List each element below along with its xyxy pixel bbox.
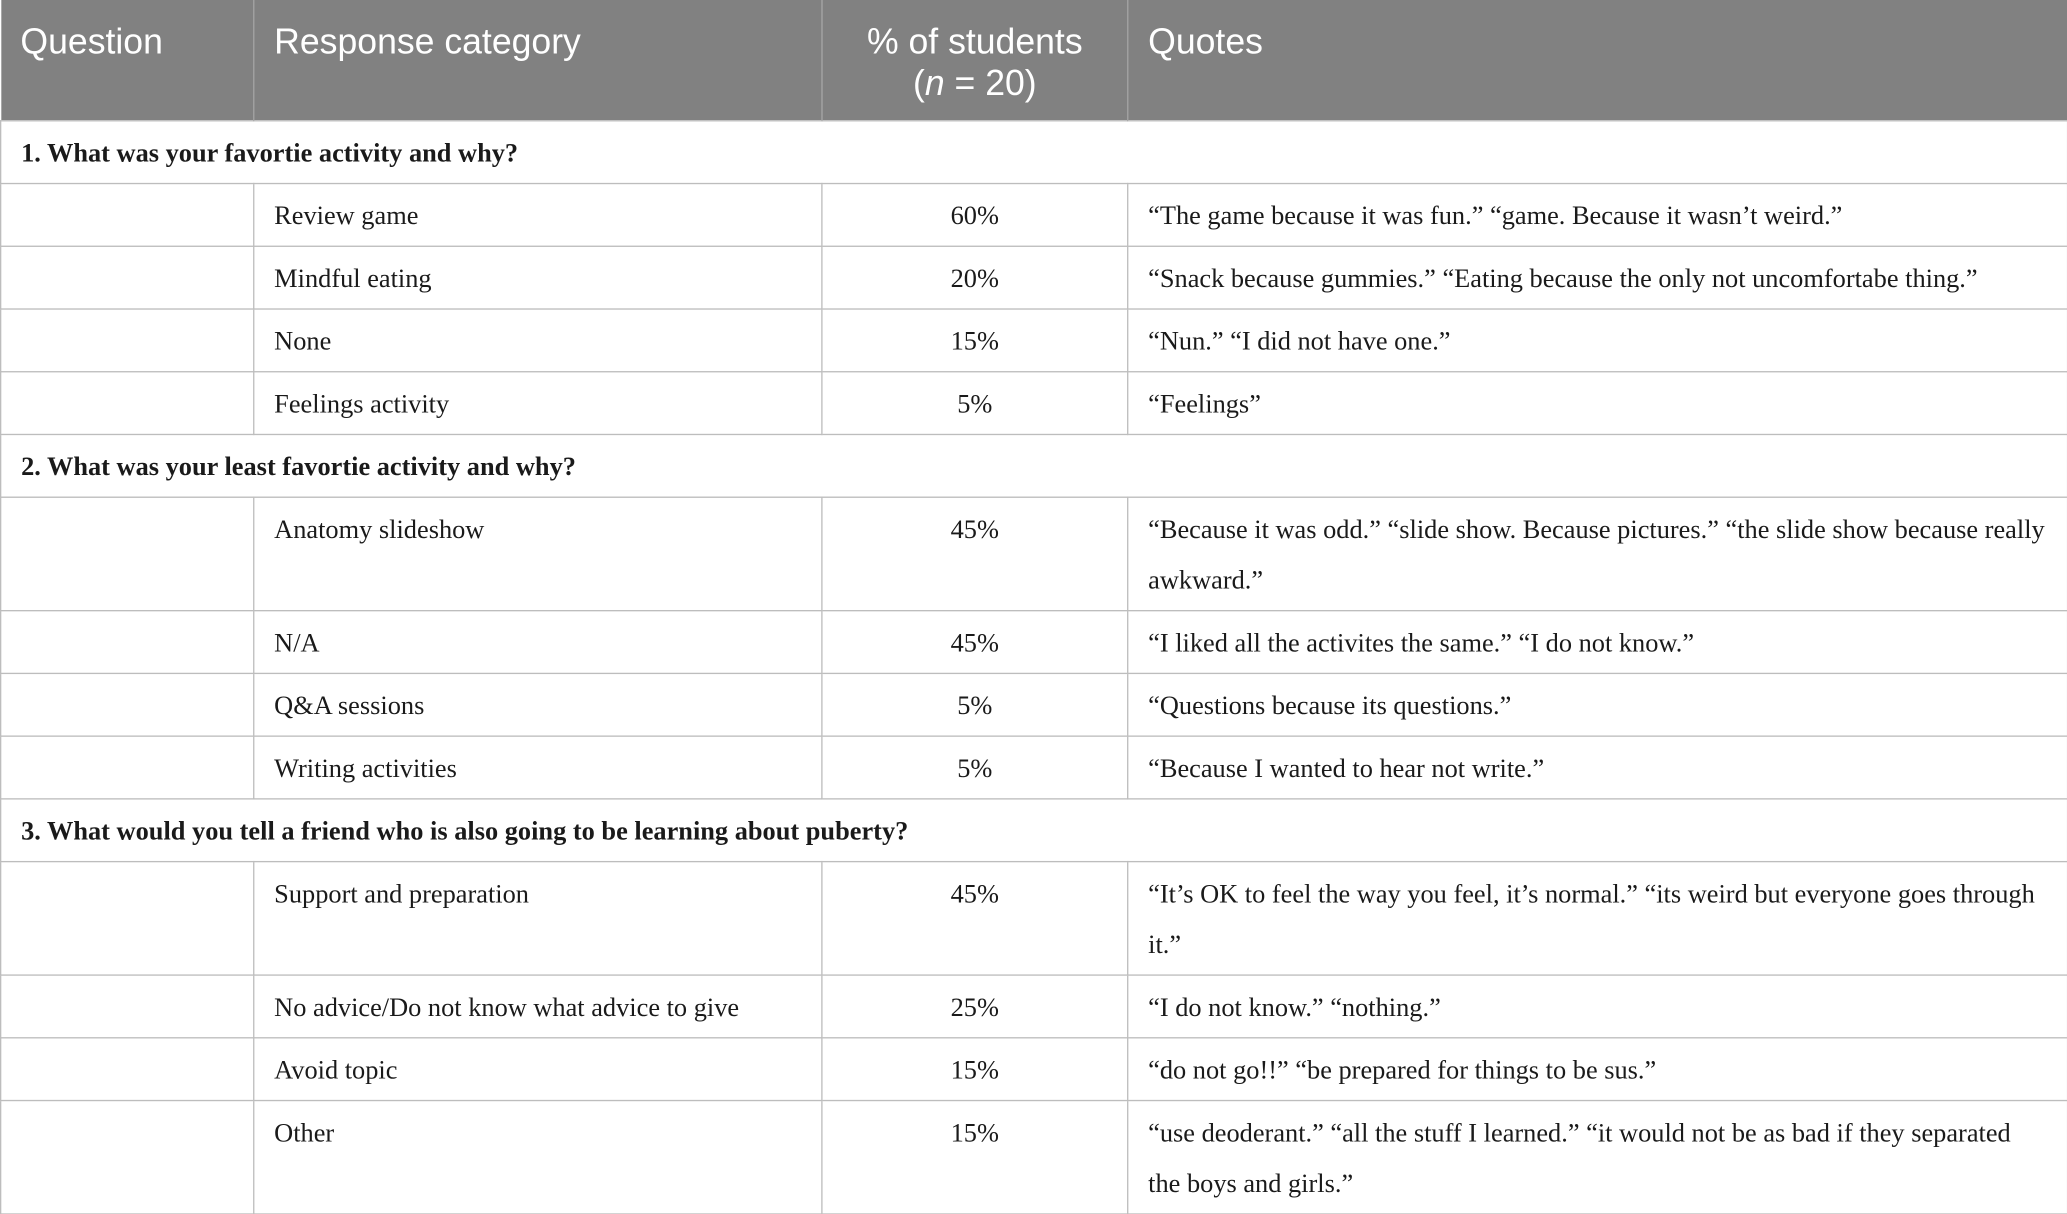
category-cell: Mindful eating xyxy=(254,246,822,309)
percent-cell: 5% xyxy=(822,371,1128,434)
table-row xyxy=(1,1100,2067,1213)
quote-cell: “I liked all the activites the same.” “I do not know.” xyxy=(1128,610,2067,673)
header-n-open: ( xyxy=(912,62,925,103)
category-cell: No advice/Do not know what advice to give xyxy=(254,974,822,1037)
table-row xyxy=(1,183,2067,246)
category-cell: Avoid topic xyxy=(254,1037,822,1100)
section-row-3 xyxy=(1,798,2067,861)
question-cell xyxy=(1,673,254,736)
section-question-1: 1. What was your favortie activity and why? xyxy=(1,120,2067,183)
quote-cell: “Because it was odd.” “slide show. Because pictures.” “the slide show because really awkward.” xyxy=(1128,497,2067,610)
section-question-2: 2. What was your least favortie activity and why? xyxy=(1,434,2067,497)
quote-cell: “use deoderant.” “all the stuff I learned.” “it would not be as bad if they separated the boys and girls.” xyxy=(1128,1100,2067,1213)
percent-cell: 25% xyxy=(822,974,1128,1037)
percent-cell: 45% xyxy=(822,497,1128,610)
header-quotes: Quotes xyxy=(1128,0,2067,120)
category-cell: Other xyxy=(254,1100,822,1213)
table-row xyxy=(1,308,2067,371)
category-cell: Q&A sessions xyxy=(254,673,822,736)
quote-cell: “I do not know.” “nothing.” xyxy=(1128,974,2067,1037)
category-cell: Feelings activity xyxy=(254,371,822,434)
percent-cell: 5% xyxy=(822,735,1128,798)
quote-cell: “Questions because its questions.” xyxy=(1128,673,2067,736)
category-cell: Writing activities xyxy=(254,735,822,798)
header-percent-label: % of students xyxy=(866,21,1083,62)
percent-cell: 5% xyxy=(822,673,1128,736)
table-row xyxy=(1,673,2067,736)
header-percent-students xyxy=(822,0,1128,120)
question-cell xyxy=(1,861,254,974)
quote-cell: “Because I wanted to hear not write.” xyxy=(1128,735,2067,798)
table-row xyxy=(1,497,2067,610)
quote-cell: “It’s OK to feel the way you feel, it’s normal.” “its weird but everyone goes through it.” xyxy=(1128,861,2067,974)
table-row xyxy=(1,610,2067,673)
header-row xyxy=(1,0,2067,120)
quote-cell: “Snack because gummies.” “Eating because the only not uncomfortabe thing.” xyxy=(1128,246,2067,309)
table-row xyxy=(1,246,2067,309)
table-row xyxy=(1,371,2067,434)
question-cell xyxy=(1,610,254,673)
percent-cell: 45% xyxy=(822,610,1128,673)
section-row-2 xyxy=(1,434,2067,497)
quote-cell: “Feelings” xyxy=(1128,371,2067,434)
question-cell xyxy=(1,497,254,610)
category-cell: Anatomy slideshow xyxy=(254,497,822,610)
table-row xyxy=(1,974,2067,1037)
quote-cell: “The game because it was fun.” “game. Because it wasn’t weird.” xyxy=(1128,183,2067,246)
table-row xyxy=(1,1037,2067,1100)
category-cell: N/A xyxy=(254,610,822,673)
percent-cell: 45% xyxy=(822,861,1128,974)
category-cell: Support and preparation xyxy=(254,861,822,974)
percent-cell: 60% xyxy=(822,183,1128,246)
table-body xyxy=(1,120,2067,1213)
header-n-value: = 20) xyxy=(944,62,1037,103)
table-header xyxy=(1,0,2067,120)
percent-cell: 15% xyxy=(822,1037,1128,1100)
question-cell xyxy=(1,974,254,1037)
quote-cell: “do not go!!” “be prepared for things to be sus.” xyxy=(1128,1037,2067,1100)
table-row xyxy=(1,735,2067,798)
percent-cell: 15% xyxy=(822,308,1128,371)
quote-cell: “Nun.” “I did not have one.” xyxy=(1128,308,2067,371)
category-cell: Review game xyxy=(254,183,822,246)
question-cell xyxy=(1,183,254,246)
section-row-1 xyxy=(1,120,2067,183)
percent-cell: 20% xyxy=(822,246,1128,309)
question-cell xyxy=(1,1100,254,1213)
table-row xyxy=(1,861,2067,974)
question-cell xyxy=(1,371,254,434)
percent-cell: 15% xyxy=(822,1100,1128,1213)
header-response-category: Response category xyxy=(254,0,822,120)
question-cell xyxy=(1,246,254,309)
question-cell xyxy=(1,1037,254,1100)
header-question: Question xyxy=(1,0,254,120)
category-cell: None xyxy=(254,308,822,371)
question-cell xyxy=(1,735,254,798)
section-question-3: 3. What would you tell a friend who is also going to be learning about puberty? xyxy=(1,798,2067,861)
header-n-variable: n xyxy=(924,62,945,103)
question-cell xyxy=(1,308,254,371)
